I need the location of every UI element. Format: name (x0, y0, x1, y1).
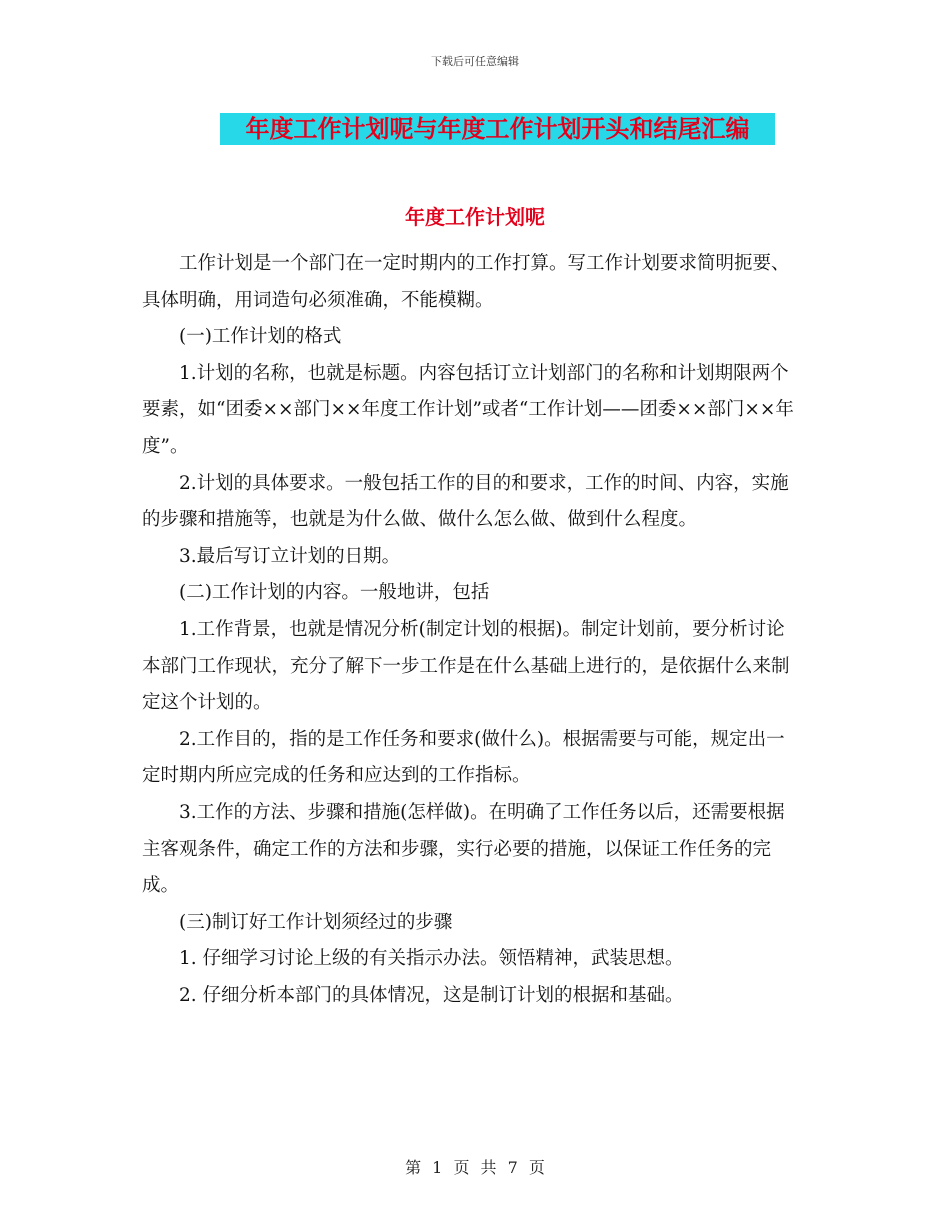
paragraph: 1. 仔细学习讨论上级的有关指示办法。领悟精神，武装思想。 (179, 948, 684, 970)
paragraph: 2.工作目的，指的是工作任务和要求(做什么)。根据需要与可能，规定出一定时期内所应完成的任务和应达到的工作指标。 (142, 728, 785, 787)
paragraph: (二)工作计划的内容。一般地讲，包括 (179, 582, 490, 604)
section-title: 年度工作计划呢 (405, 205, 545, 229)
paragraph: 1.计划的名称，也就是标题。内容包括订立计划部门的名称和计划期限两个要素，如“团委××部门××年度工作计划”或者“工作计划——团委××部门××年度”。 (142, 362, 794, 457)
paragraph: 3.工作的方法、步骤和措施(怎样做)。在明确了工作任务以后，还需要根据主客观条件，确定工作的方法和步骤，实行必要的措施，以保证工作任务的完成。 (142, 801, 785, 897)
paragraph: 2. 仔细分析本部门的具体情况，这是制订计划的根据和基础。 (179, 984, 684, 1006)
paragraph: 2.计划的具体要求。一般包括工作的目的和要求，工作的时间、内容，实施的步骤和措施等，也就是为什么做、做什么怎么做、做到什么程度。 (142, 472, 789, 531)
paragraph: 工作计划是一个部门在一定时期内的工作打算。写工作计划要求简明扼要、具体明确，用词造句必须准确，不能模糊。 (142, 253, 790, 311)
page-number: 第 1 页 共 7 页 (405, 1158, 545, 1177)
paragraph: (一)工作计划的格式 (179, 326, 342, 348)
paragraph: 3.最后写订立计划的日期。 (179, 545, 401, 567)
header-note: 下载后可任意编辑 (431, 55, 519, 68)
paragraph: (三)制订好工作计划须经过的步骤 (179, 911, 453, 933)
document-title: 年度工作计划呢与年度工作计划开头和结尾汇编 (220, 113, 775, 145)
document-body (142, 246, 802, 1014)
paragraph: 1.工作背景，也就是情况分析(制定计划的根据)。制定计划前，要分析讨论本部门工作现状，充分了解下一步工作是在什么基础上进行的，是依据什么来制定这个计划的。 (142, 618, 790, 714)
